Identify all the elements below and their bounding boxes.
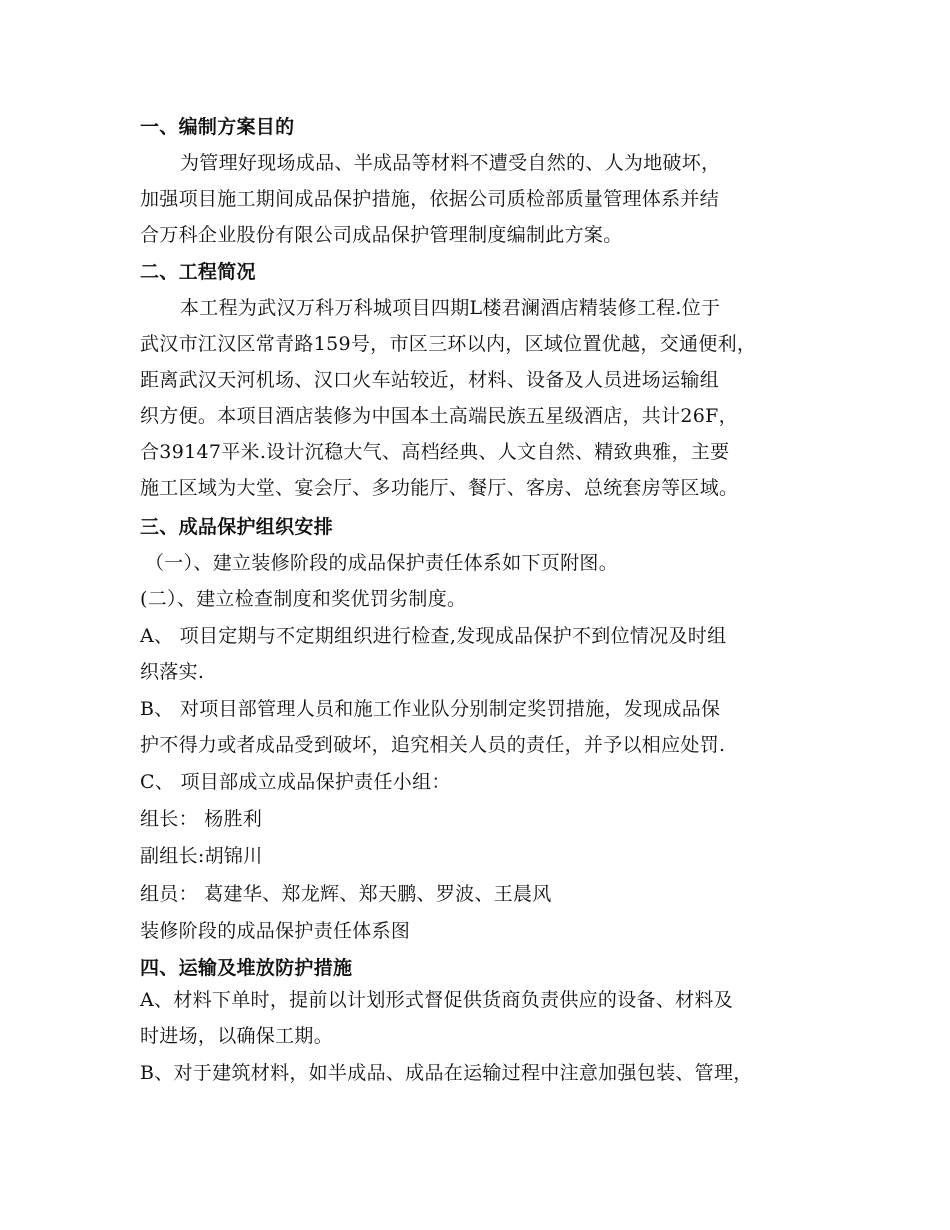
paragraph-line: B、 对项目部管理人员和施工作业队分别制定奖罚措施，发现成品保 xyxy=(140,698,721,720)
section-heading-organization: 三、成品保护组织安排 xyxy=(140,516,334,538)
paragraph-line: 合万科企业股份有限公司成品保护管理制度编制此方案。 xyxy=(140,224,623,246)
paragraph-line: 加强项目施工期间成品保护措施，依据公司质检部质量管理体系并结 xyxy=(140,188,720,210)
team-members-line: 组员： 葛建华、郑龙辉、郑天鹏、罗波、王晨风 xyxy=(140,883,552,905)
paragraph-line: 施工区域为大堂、宴会厅、多功能厅、餐厅、客房、总统套房等区域。 xyxy=(140,477,739,499)
section-heading-transport: 四、运输及堆放防护措施 xyxy=(140,957,353,979)
paragraph-line: 武汉市江汉区常青路159号，市区三环以内，区域位置优越，交通便利， xyxy=(140,333,757,355)
paragraph-line: （一）、建立装修阶段的成品保护责任体系如下页附图。 xyxy=(145,552,619,574)
section-heading-purpose: 一、编制方案目的 xyxy=(140,116,295,138)
diagram-caption: 装修阶段的成品保护责任体系图 xyxy=(140,920,411,942)
paragraph-line: 为管理好现场成品、半成品等材料不遭受自然的、人为地破坏， xyxy=(180,152,721,174)
paragraph-line: 本工程为武汉万科万科城项目四期L楼君澜酒店精装修工程.位于 xyxy=(180,297,721,319)
paragraph-line: C、 项目部成立成品保护责任小组： xyxy=(140,771,451,793)
section-heading-overview: 二、工程简况 xyxy=(140,261,256,283)
paragraph-line: 护不得力或者成品受到破坏，追究相关人员的责任，并予以相应处罚. xyxy=(140,734,726,756)
paragraph-line: B、对于建筑材料，如半成品、成品在运输过程中注意加强包装、管理， xyxy=(140,1062,753,1084)
deputy-leader-line: 副组长:胡锦川 xyxy=(140,845,263,867)
paragraph-line: (二）、建立检查制度和奖优罚劣制度。 xyxy=(140,588,467,610)
team-leader-line: 组长： 杨胜利 xyxy=(140,808,263,830)
paragraph-line: A、 项目定期与不定期组织进行检查,发现成品保护不到位情况及时组 xyxy=(140,625,727,647)
paragraph-line: 合39147平米.设计沉稳大气、高档经典、人文自然、精致典雅，主要 xyxy=(140,441,730,463)
paragraph-line: 时进场，以确保工期。 xyxy=(140,1025,334,1047)
paragraph-line: A、材料下单时，提前以计划形式督促供货商负责供应的设备、材料及 xyxy=(140,989,734,1011)
paragraph-line: 距离武汉天河机场、汉口火车站较近，材料、设备及人员进场运输组 xyxy=(140,369,720,391)
paragraph-line: 织落实. xyxy=(140,661,205,683)
paragraph-line: 织方便。本项目酒店装修为中国本土高端民族五星级酒店，共计26F， xyxy=(140,405,738,427)
